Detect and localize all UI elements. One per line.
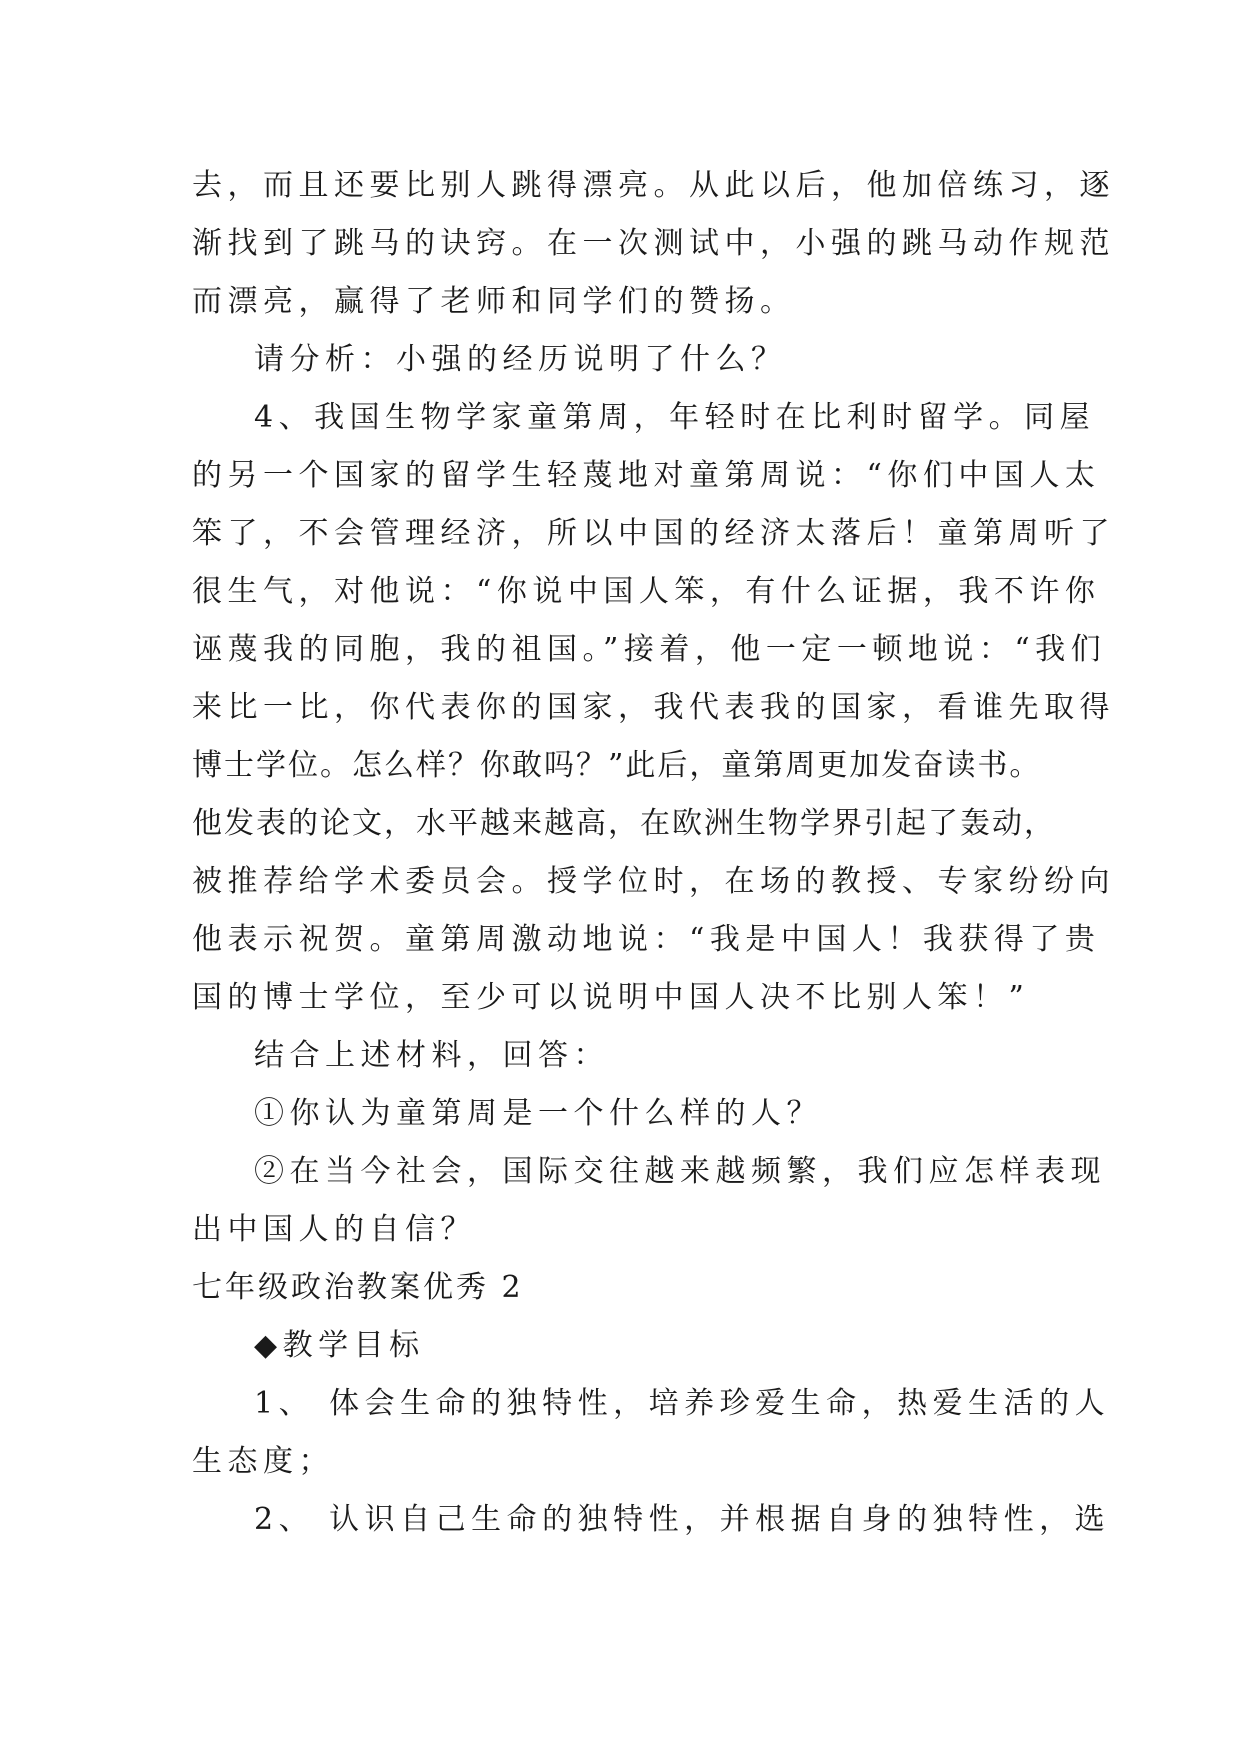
paragraph-line: 他发表的论文，水平越来越高，在欧洲生物学界引起了轰动， bbox=[192, 806, 1056, 841]
paragraph-line: 去，而且还要比别人跳得漂亮。从此以后，他加倍练习，逐 bbox=[192, 168, 1115, 203]
paragraph-line: 博士学位。怎么样？你敢吗？”此后，童第周更加发奋读书。 bbox=[192, 748, 1042, 783]
paragraph-line: 而漂亮，赢得了老师和同学们的赞扬。 bbox=[192, 284, 796, 319]
document-page bbox=[192, 157, 1115, 1549]
paragraph-line: 国的博士学位，至少可以说明中国人决不比别人笨！” bbox=[192, 980, 1030, 1015]
question-line: 出中国人的自信？ bbox=[192, 1212, 476, 1247]
paragraph-line: 他表示祝贺。童第周激动地说：“我是中国人！我获得了贵 bbox=[192, 922, 1101, 957]
paragraph-line: 来比一比，你代表你的国家，我代表我的国家，看谁先取得 bbox=[192, 690, 1115, 725]
question-line: 结合上述材料，回答： bbox=[254, 1038, 609, 1073]
question-line: ①你认为童第周是一个什么样的人？ bbox=[254, 1096, 822, 1131]
question-line: 请分析：小强的经历说明了什么？ bbox=[254, 342, 787, 377]
paragraph-line: 诬蔑我的同胞，我的祖国。”接着，他一定一顿地说：“我们 bbox=[192, 632, 1107, 667]
paragraph-line: 渐找到了跳马的诀窍。在一次测试中，小强的跳马动作规范 bbox=[192, 226, 1115, 261]
subsection-heading: ◆教学目标 bbox=[254, 1328, 425, 1363]
paragraph-line: 被推荐给学术委员会。授学位时，在场的教授、专家纷纷向 bbox=[192, 864, 1115, 899]
paragraph-line: 4、我国生物学家童第周，年轻时在比利时留学。同屋 bbox=[254, 400, 1096, 435]
paragraph-line: 很生气，对他说：“你说中国人笨，有什么证据，我不许你 bbox=[192, 574, 1101, 609]
paragraph-line: 笨了，不会管理经济，所以中国的经济太落后！童第周听了 bbox=[192, 516, 1115, 551]
question-line: ②在当今社会，国际交往越来越频繁，我们应怎样表现 bbox=[254, 1154, 1106, 1189]
list-item: 2、 认识自己生命的独特性，并根据自身的独特性，选 bbox=[254, 1502, 1111, 1537]
list-item-continuation: 生态度； bbox=[192, 1444, 334, 1479]
section-heading: 七年级政治教案优秀 2 bbox=[192, 1270, 524, 1305]
list-item: 1、 体会生命的独特性，培养珍爱生命，热爱生活的人 bbox=[254, 1386, 1111, 1421]
paragraph-line: 的另一个国家的留学生轻蔑地对童第周说：“你们中国人太 bbox=[192, 458, 1101, 493]
